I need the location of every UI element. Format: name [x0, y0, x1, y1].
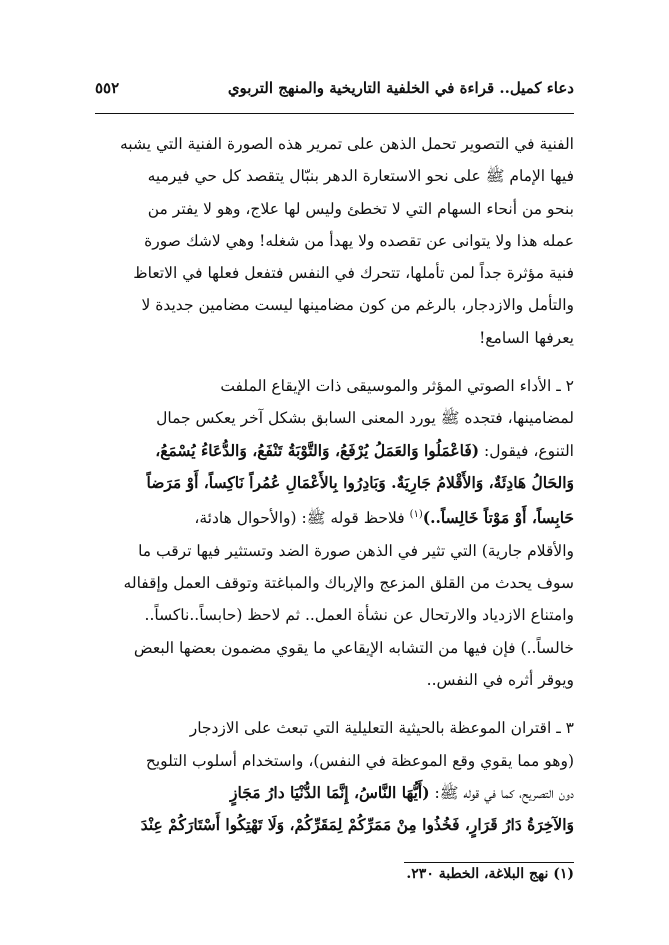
text-line	[95, 777, 574, 809]
header-divider	[95, 113, 574, 114]
text-line: يعرفها السامع!	[479, 328, 574, 347]
paragraph-3	[95, 712, 574, 841]
quote-text: (فَاعْمَلُوا وَالعَمَلُ يُرْفَعُ، وَالتَّوْبَةُ تَنْفَعُ، وَالدُّعَاءُ يُسْمَعُ،	[155, 440, 480, 460]
plain-text: فلاحظ قوله ﷺ: (والأحوال هادئة،	[194, 509, 410, 528]
running-title: دعاء كميل.. قراءة في الخلفية التاريخية والمنهج التربوي	[227, 79, 574, 97]
text-line: ٣ ـ اقتران الموعظة بالحيثية التعليلية التي تبعث على الازدجار	[189, 719, 574, 738]
text-line: فيها الإمام ﷺ على نحو الاستعارة الدهر بنبّال يتقصد كل حي فيرميه	[147, 167, 574, 186]
footnote-divider	[404, 862, 574, 863]
text-line: والتأمل والازدجار، بالرغم من كون مضامينها ليست مضامين جديدة لا	[141, 296, 574, 315]
text-line	[95, 499, 574, 534]
paragraph-1	[95, 128, 574, 354]
plain-text: التنوع، فيقول:	[479, 441, 574, 460]
text-line	[95, 435, 574, 467]
footnote: (١) نهج البلاغة، الخطبة ٢٣٠.	[406, 866, 574, 882]
quote-line: وَالحَالُ هَادِئَةٌ، وَالأَقْلامُ جَارِيَةٌ. وَبَادِرُوا بِالأَعْمَالِ عُمُراً نَاكِساً، أَوْ مَرَضاً	[146, 472, 574, 492]
text-line: سوف يحدث من القلق المزعج والإرباك والمباغتة وتوقف العمل وإقفاله	[123, 574, 574, 593]
page-body	[95, 128, 574, 841]
quote-text: حَابِساً، أَوْ مَوْتاً خَالِساً..)	[422, 508, 574, 528]
text-line: وامتناع الازدياد والارتحال عن نشأة العمل.. ثم لاحظ (حابساً..ناكساً..	[144, 606, 574, 625]
page-number: ٥٥٢	[95, 79, 120, 97]
text-line: ٢ ـ الأداء الصوتي المؤثر والموسيقى ذات الإيقاع الملفت	[220, 377, 574, 396]
page-header	[95, 68, 574, 108]
text-line: فنية مؤثرة جداً لمن تأملها، تتحرك في النفس فتفعل فعلها في الاتعاظ	[133, 264, 574, 283]
footnote-ref: (١)	[409, 509, 423, 521]
quote-text: (أَيُّهَا النَّاسُ، إِنَّمَا الدُّنْيَا دارُ مَجَازٍ	[230, 782, 430, 802]
plain-text: دون التصريح، كما في قوله ﷺ:	[429, 783, 574, 802]
text-line: بنحو من أنحاء السهام التي لا تخطئ وليس لها علاج، وهو لا يفتر من	[147, 199, 574, 218]
text-line: الفنية في التصوير تحمل الذهن على تمرير هذه الصورة الفنية التي يشبه	[119, 135, 574, 153]
text-line: لمضامينها، فتجده ﷺ يورد المعنى السابق بشكل آخر يعكس جمال	[156, 409, 574, 428]
text-line: والأقلام جارية) التي تثير في الذهن صورة الضد وتستثير فيها ترقب ما	[138, 541, 574, 560]
quote-line: وَالآخِرَةُ دَارُ قَرَارٍ، فَخُذُوا مِنْ مَمَرِّكُمْ لِمَقَرِّكُمْ، وَلَا تَهْتِكُوا أَسْتَارَكُمْ عِنْدَ	[140, 815, 574, 835]
text-line: خالساً..) فإن فيها من التشابه الإيقاعي ما يقوي مضمون بعضها البعض	[133, 638, 574, 657]
text-line: (وهو مما يقوي وقع الموعظة في النفس)، واستخدام أسلوب التلويح	[145, 751, 574, 770]
paragraph-2	[95, 370, 574, 696]
text-line: عمله هذا ولا يتوانى عن تقصده ولا يهدأ من شغله! وهي لاشك صورة	[144, 231, 574, 250]
text-line: ويوقر أثره في النفس..	[426, 670, 574, 689]
